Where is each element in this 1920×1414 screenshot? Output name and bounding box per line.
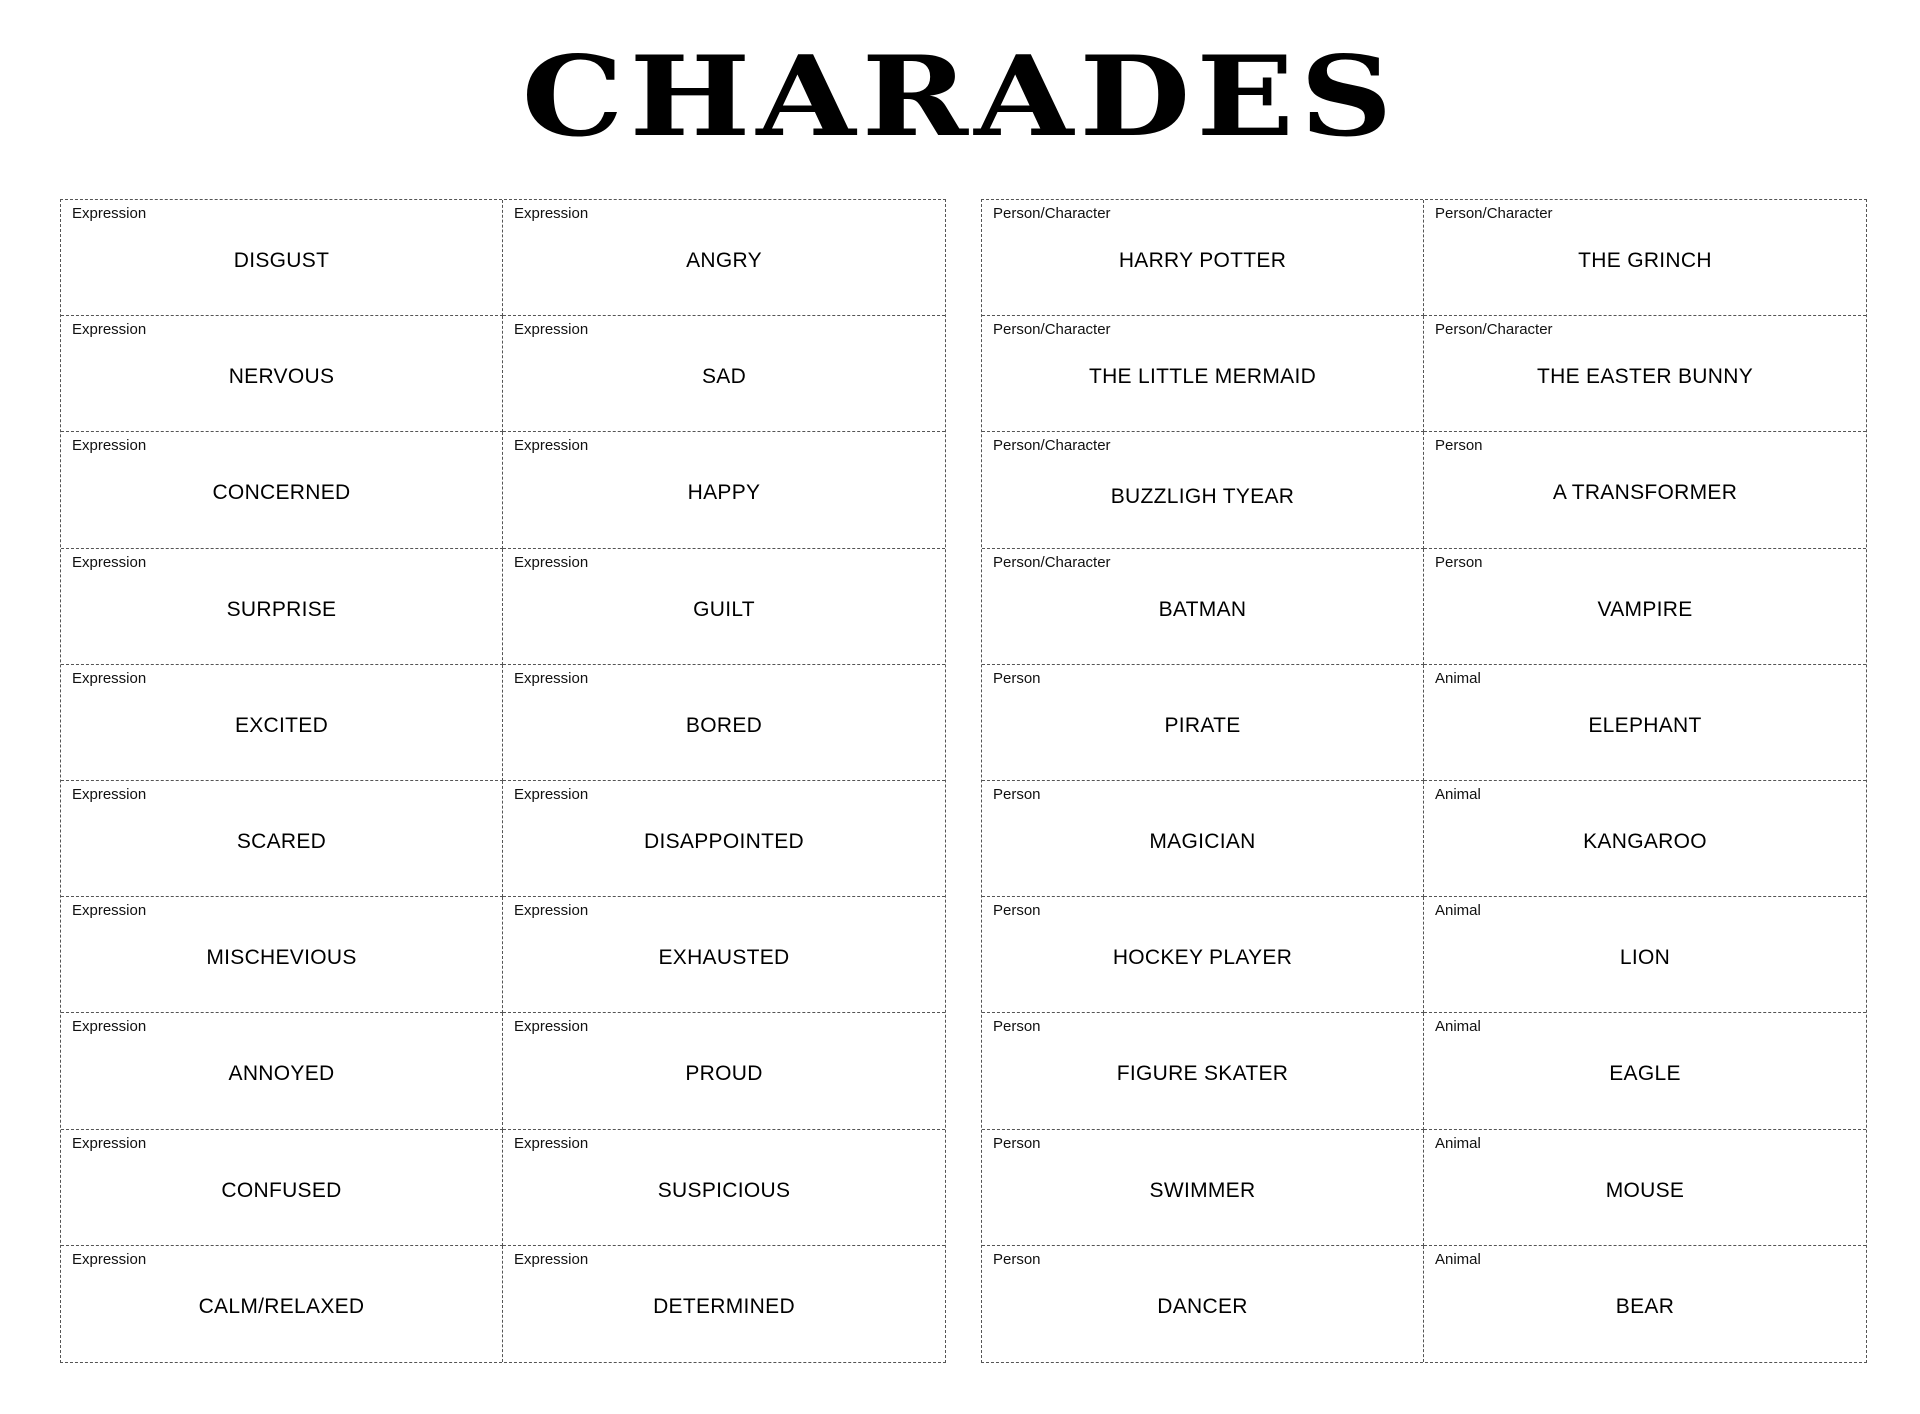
card-word: FIGURE SKATER [1116, 1062, 1289, 1086]
card-word: MAGICIAN [1149, 829, 1256, 853]
card-word: CALM/RELAXED [198, 1294, 365, 1318]
card-word: SWIMMER [1149, 1178, 1256, 1202]
card-category: Person [993, 902, 1041, 920]
charade-card [982, 200, 1424, 316]
card-category: Expression [72, 437, 147, 455]
card-category: Animal [1435, 902, 1481, 920]
charade-card [503, 781, 945, 897]
charade-card [503, 200, 945, 316]
card-category: Animal [1435, 785, 1481, 803]
card-word: MOUSE [1605, 1178, 1685, 1202]
card-word: HARRY POTTER [1118, 249, 1287, 272]
charade-card [1424, 432, 1866, 548]
card-word: SUSPICIOUS [657, 1178, 791, 1202]
charade-card [61, 1013, 503, 1129]
card-category: Expression [72, 321, 147, 339]
card-word: BATMAN [1158, 597, 1247, 621]
charade-card [1424, 1246, 1866, 1362]
charade-card [982, 897, 1424, 1013]
charade-card [1424, 316, 1866, 432]
card-category: Person [993, 669, 1041, 687]
card-word: MISCHEVIOUS [206, 946, 357, 970]
charade-card [503, 897, 945, 1013]
charade-card [982, 1130, 1424, 1246]
card-word: THE EASTER BUNNY [1537, 365, 1753, 389]
card-category: Person [993, 1250, 1041, 1268]
card-category: Expression [514, 669, 589, 687]
card-word: ANGRY [686, 249, 762, 272]
charade-card [1424, 665, 1866, 781]
card-category: Expression [72, 785, 147, 803]
character-animal-card-sheet [981, 199, 1867, 1363]
card-word: SCARED [236, 829, 327, 853]
charade-card [503, 1246, 945, 1362]
charade-card [503, 316, 945, 432]
card-category: Person [993, 1018, 1041, 1036]
card-word: PROUD [685, 1062, 763, 1086]
charade-card [61, 549, 503, 665]
card-word: CONFUSED [221, 1178, 342, 1202]
card-category: Expression [514, 902, 589, 920]
charade-card [503, 1013, 945, 1129]
card-category: Animal [1435, 1018, 1481, 1036]
charade-card [503, 1130, 945, 1246]
card-word: VAMPIRE [1597, 597, 1693, 621]
card-category: Expression [72, 553, 147, 571]
card-category: Expression [72, 1134, 147, 1152]
card-word: CONCERNED [212, 481, 351, 505]
expression-card-sheet [60, 199, 946, 1363]
card-category: Person [1435, 437, 1483, 455]
card-word: NERVOUS [228, 365, 335, 389]
card-category: Person/Character [993, 321, 1111, 339]
card-word: ANNOYED [228, 1062, 335, 1086]
card-word: BORED [685, 713, 763, 737]
card-category: Expression [514, 437, 589, 455]
charade-card [1424, 1013, 1866, 1129]
card-category: Person/Character [993, 205, 1111, 222]
card-word: DISGUST [233, 249, 330, 272]
charade-card [982, 1246, 1424, 1362]
card-category: Person/Character [993, 437, 1111, 455]
card-category: Animal [1435, 1134, 1481, 1152]
charade-card [982, 1013, 1424, 1129]
card-word: DANCER [1157, 1294, 1248, 1318]
card-category: Expression [72, 205, 147, 222]
card-word: KANGAROO [1583, 829, 1707, 853]
card-word: A TRANSFORMER [1552, 481, 1738, 505]
card-category: Expression [514, 553, 589, 571]
card-category: Expression [514, 1250, 589, 1268]
charade-card [982, 432, 1424, 548]
charade-card [61, 200, 503, 316]
card-word: THE GRINCH [1578, 249, 1712, 272]
card-category: Person [1435, 553, 1483, 571]
card-word: DISAPPOINTED [644, 829, 804, 853]
card-word: HAPPY [687, 481, 761, 505]
card-word: BUZZLIGH TYEAR [1110, 485, 1295, 509]
charade-card [982, 665, 1424, 781]
charade-card [1424, 549, 1866, 665]
card-category: Person [993, 1134, 1041, 1152]
card-category: Expression [72, 669, 147, 687]
charade-card [61, 665, 503, 781]
card-word: LION [1619, 946, 1671, 970]
charade-card [503, 549, 945, 665]
charade-card [982, 316, 1424, 432]
card-word: SURPRISE [226, 597, 337, 621]
charade-card [1424, 200, 1866, 316]
card-word: EXCITED [234, 713, 329, 737]
charade-card [982, 781, 1424, 897]
page-title: CHARADES [521, 32, 1399, 162]
card-word: HOCKEY PLAYER [1112, 946, 1293, 970]
card-category: Expression [514, 785, 589, 803]
charade-card [503, 432, 945, 548]
charade-card [61, 432, 503, 548]
card-category: Expression [72, 1018, 147, 1036]
charade-card [1424, 897, 1866, 1013]
card-category: Expression [72, 1250, 147, 1268]
card-word: THE LITTLE MERMAID [1088, 365, 1317, 389]
card-category: Expression [514, 321, 589, 339]
card-category: Expression [514, 1134, 589, 1152]
charade-card [61, 1130, 503, 1246]
card-category: Animal [1435, 669, 1481, 687]
charade-card [61, 781, 503, 897]
charade-card [61, 316, 503, 432]
card-category: Expression [514, 1018, 589, 1036]
card-word: EAGLE [1609, 1062, 1681, 1086]
card-word: PIRATE [1164, 713, 1241, 737]
card-category: Person [993, 785, 1041, 803]
card-category: Expression [72, 902, 147, 920]
charade-card [61, 897, 503, 1013]
charade-card [61, 1246, 503, 1362]
charade-card [982, 549, 1424, 665]
card-category: Expression [514, 205, 589, 222]
card-category: Person/Character [1435, 321, 1553, 339]
card-word: BEAR [1615, 1294, 1675, 1318]
card-word: GUILT [693, 597, 755, 621]
card-word: ELEPHANT [1588, 713, 1702, 737]
charade-card [1424, 1130, 1866, 1246]
card-category: Person/Character [993, 553, 1111, 571]
card-category: Person/Character [1435, 205, 1553, 222]
card-word: SAD [701, 365, 747, 389]
charade-card [1424, 781, 1866, 897]
card-category: Animal [1435, 1250, 1481, 1268]
card-word: DETERMINED [653, 1294, 795, 1318]
card-word: EXHAUSTED [658, 946, 790, 970]
charade-card [503, 665, 945, 781]
